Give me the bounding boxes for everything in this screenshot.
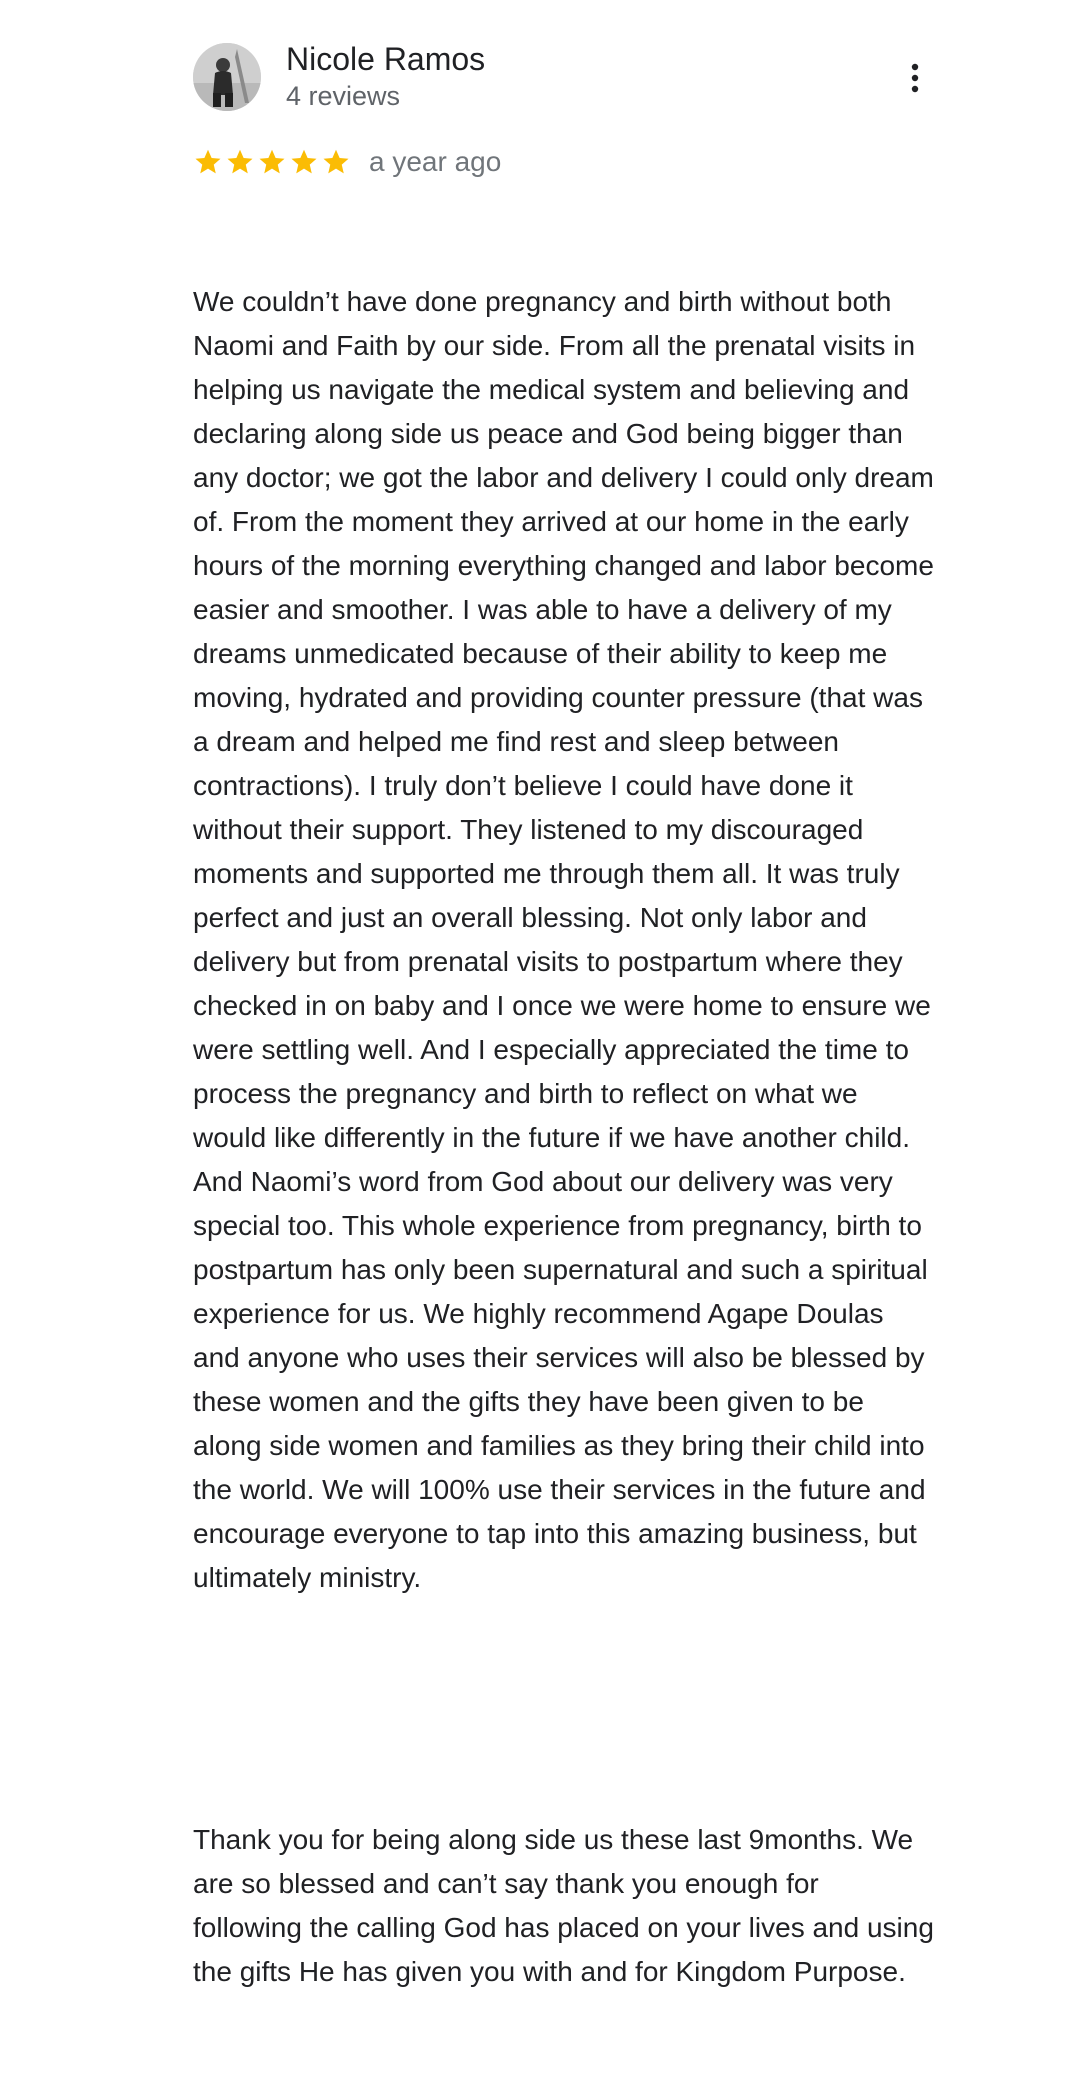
review-text <box>193 192 942 2082</box>
review-paragraph-2: Thank you for being along side us these last 9months. We are so blessed and can’t say thank you enough for following the calling God has placed on your lives and using the gifts He has given you with and for Kingdom Purpose. <box>193 1824 942 1987</box>
more-options-button[interactable] <box>895 58 935 98</box>
author-avatar[interactable] <box>193 43 261 111</box>
author-info <box>286 40 485 114</box>
review-date: a year ago <box>369 146 502 177</box>
author-review-count: 4 reviews <box>286 81 401 111</box>
star-icon <box>289 147 319 177</box>
star-icon <box>321 147 351 177</box>
author-name[interactable]: Nicole Ramos <box>286 41 486 77</box>
star-rating <box>193 147 351 177</box>
paragraph-gap <box>193 1688 935 1730</box>
star-icon <box>193 147 223 177</box>
avatar-photo-icon <box>193 43 261 111</box>
star-icon <box>257 147 287 177</box>
review-header <box>193 40 485 114</box>
rating-row <box>193 146 501 178</box>
more-vert-icon <box>910 63 920 93</box>
review-paragraph-1: We couldn’t have done pregnancy and birth without both Naomi and Faith by our side. From all the prenatal visits in helping us navigate the medical system and believing and declaring along side us peace and God being bigger than any doctor; we got the labor and delivery I could only dream of. From the moment they arrived at our home in the early hours of the morning everything changed and labor become easier and smoother. I was able to have a delivery of my dreams unmedicated because of their ability to keep me moving, hydrated and providing counter pressure (that was a dream and helped me find rest and sleep between contractions). I truly don’t believe I could have done it without their support. They listened to my discouraged moments and supported me through them all. It was truly perfect and just an overall blessing. Not only labor and delivery but from prenatal visits to postpartum where they checked in on baby and I once we were home to ensure we were settling well. And I especially appreciated the time to process the pregnancy and birth to reflect on what we would like differently in the future if we have another child. And Naomi’s word from God about our delivery was very special too. This whole experience from pregnancy, birth to postpartum has only been supernatural and such a spiritual experience for us. We highly recommend Agape Doulas and anyone who uses their services will also be blessed by these women and the gifts they have been given to be along side women and families as they bring their child into the world. We will 100% use their services in the future and encourage everyone to tap into this amazing business, but ultimately ministry. <box>193 286 942 1593</box>
star-icon <box>225 147 255 177</box>
